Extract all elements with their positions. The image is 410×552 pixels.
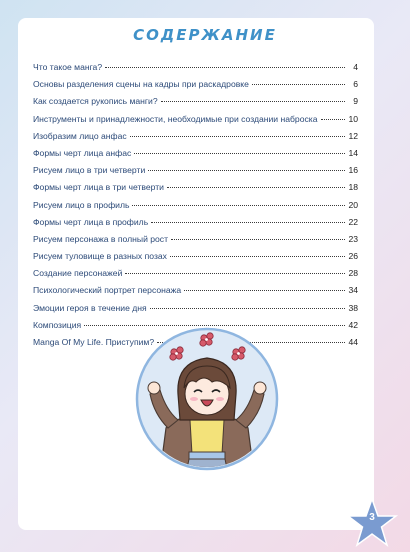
toc-dot-leader (130, 136, 345, 137)
toc-entry[interactable] (33, 62, 358, 79)
page-title: СОДЕРЖАНИЕ (133, 26, 277, 44)
toc-dot-leader (134, 153, 345, 154)
star-icon (346, 497, 398, 549)
toc-entry[interactable] (33, 131, 358, 148)
toc-dot-leader (151, 222, 345, 223)
toc-entry[interactable] (33, 251, 358, 268)
toc-entry-title: Эмоции героя в течение дня (33, 302, 147, 313)
toc-dot-leader (184, 290, 345, 291)
toc-entry[interactable] (33, 234, 358, 251)
toc-dot-leader (105, 67, 345, 68)
toc-dot-leader (161, 101, 345, 102)
toc-entry-title: Что такое манга? (33, 62, 103, 72)
toc-entry[interactable] (33, 96, 358, 113)
toc-entry[interactable] (33, 182, 358, 199)
manga-girl-illustration (132, 324, 282, 474)
toc-entry-title: Создание персонажей (33, 268, 123, 279)
toc-entry[interactable] (33, 268, 358, 285)
toc-entry-title: Композиция (33, 319, 82, 330)
toc-dot-leader (170, 256, 345, 257)
toc-entry-title: Основы разделения сцены на кадры при раскадровке (33, 79, 249, 90)
toc-entry-title: Рисуем лицо в профиль (33, 199, 130, 210)
toc-entry-title: Рисуем персонажа в полный рост (33, 233, 169, 244)
toc-entry-title: Формы черт лица анфас (33, 147, 132, 158)
toc-entry-title: Как создается рукопись манги? (33, 96, 158, 107)
toc-entry-page: 16 (348, 165, 358, 176)
toc-entry-page: 6 (353, 79, 358, 90)
toc-entry-title: Рисуем лицо в три четверти (33, 165, 146, 176)
toc-entry-page: 42 (348, 319, 358, 330)
toc-entry-page: 20 (348, 199, 358, 210)
toc-entry-page: 9 (353, 96, 358, 107)
toc-entry-page: 28 (348, 268, 358, 279)
toc-dot-leader (148, 170, 345, 171)
toc-entry-title: Формы черт лица в три четверти (33, 182, 164, 193)
toc-entry-page: 26 (348, 251, 358, 262)
toc-entry-title: Формы черт лица в профиль (33, 216, 149, 227)
toc-entry-title: Изобразим лицо анфас (33, 130, 127, 141)
toc-entry-page: 4 (353, 62, 358, 72)
toc-entry[interactable] (33, 148, 358, 165)
page-number: 3 (369, 512, 375, 523)
toc-entry[interactable] (33, 200, 358, 217)
toc-entry-title: Manga Of My Life. Приступим? (33, 337, 155, 347)
toc-entry-page: 38 (348, 302, 358, 313)
toc-entry-page: 44 (348, 337, 358, 347)
toc-entry[interactable] (33, 285, 358, 302)
toc-dot-leader (167, 187, 345, 188)
toc-dot-leader (252, 84, 345, 85)
toc-entry-title: Психологический портрет персонажа (33, 285, 182, 296)
toc-dot-leader (171, 239, 345, 240)
toc-dot-leader (150, 308, 345, 309)
toc-entry[interactable] (33, 79, 358, 96)
toc-entry-page: 10 (348, 113, 358, 124)
toc-dot-leader (321, 119, 345, 120)
toc-dot-leader (132, 205, 345, 206)
toc-entry-page: 34 (348, 285, 358, 296)
toc-entry-page: 23 (348, 233, 358, 244)
toc-entry-title: Инструменты и принадлежности, необходимые при создании наброска (33, 113, 318, 124)
toc-entry-page: 12 (348, 130, 358, 141)
toc-entry-page: 22 (348, 216, 358, 227)
toc-dot-leader (125, 273, 345, 274)
toc-entry-page: 14 (348, 147, 358, 158)
toc-entry[interactable] (33, 114, 358, 131)
toc-entry[interactable] (33, 217, 358, 234)
toc-entry-title: Рисуем туловище в разных позах (33, 251, 167, 262)
toc-entry-page: 18 (348, 182, 358, 193)
toc-entry[interactable] (33, 303, 358, 320)
table-of-contents (33, 62, 358, 354)
toc-entry[interactable] (33, 165, 358, 182)
